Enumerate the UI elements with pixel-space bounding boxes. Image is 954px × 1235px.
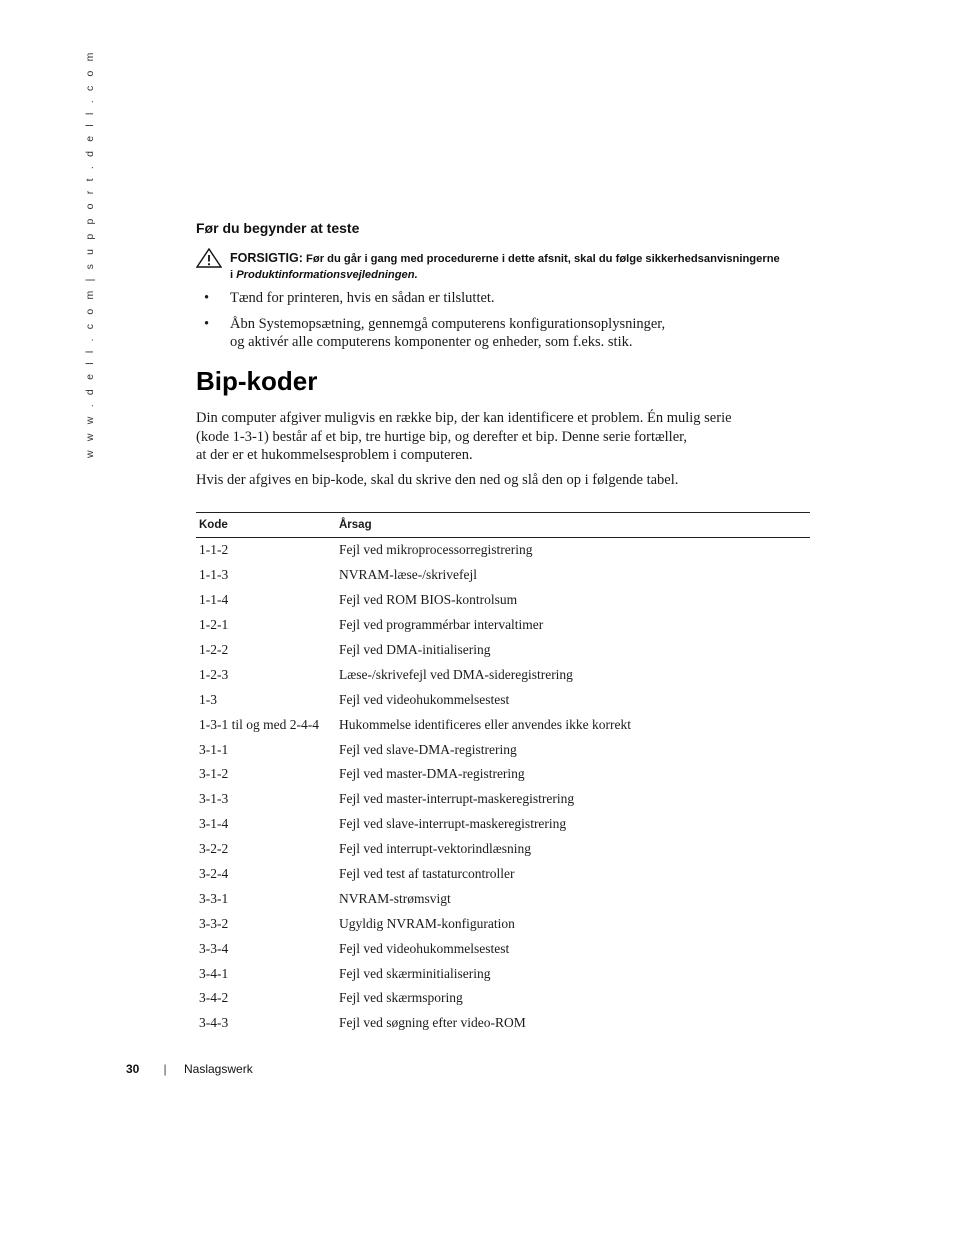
beep-code-cell: 3-1-3 bbox=[199, 791, 229, 807]
section-heading: Før du begynder at teste bbox=[196, 220, 360, 236]
cause-cell: Fejl ved slave-interrupt-maskeregistrering bbox=[339, 816, 567, 832]
caution-notice bbox=[230, 250, 820, 281]
cause-cell: Fejl ved ROM BIOS-kontrolsum bbox=[339, 592, 518, 608]
table-header-row bbox=[196, 513, 810, 538]
beep-code-cell: 1-2-2 bbox=[199, 642, 229, 657]
table-row bbox=[196, 762, 810, 787]
cause-cell: Fejl ved søgning efter video-ROM bbox=[339, 1015, 526, 1031]
cause-cell: Fejl ved master-interrupt-maskeregistrering bbox=[339, 791, 575, 807]
cause-cell: Fejl ved videohukommelsestest bbox=[339, 940, 510, 956]
caution-prefix: i bbox=[230, 269, 237, 281]
beep-code-cell: 3-4-1 bbox=[199, 965, 229, 981]
cause-cell: Hukommelse identificeres eller anvendes ikke korrekt bbox=[339, 716, 632, 732]
sidebar-url: w w w . d e l l . c o m | s u p p o r t . d e l l . c o m bbox=[84, 49, 96, 458]
warning-triangle-icon bbox=[196, 248, 222, 268]
cause-cell: NVRAM-læse-/skrivefejl bbox=[339, 567, 477, 583]
paragraph-line: Din computer afgiver muligvis en række bip, der kan identificere et problem. Én mulig serie bbox=[196, 410, 732, 426]
caution-label: FORSIGTIG: bbox=[230, 251, 303, 265]
table-body bbox=[196, 538, 810, 1036]
list-item bbox=[196, 289, 816, 307]
table-row bbox=[196, 638, 810, 663]
bullet-icon: • bbox=[204, 290, 210, 306]
cause-cell: Fejl ved test af tastaturcontroller bbox=[339, 866, 515, 882]
list-item-text: Åbn Systemopsætning, gennemgå computerens konfigurationsoplysninger, bbox=[230, 316, 666, 332]
beep-code-cell: 1-1-2 bbox=[199, 542, 229, 558]
checklist bbox=[196, 289, 816, 359]
paragraph-line: at der er et hukommelsesproblem i computeren. bbox=[196, 447, 473, 463]
column-header-cause: Årsag bbox=[336, 513, 810, 538]
bullet-icon: • bbox=[204, 316, 210, 332]
caution-line-2 bbox=[230, 267, 418, 284]
beep-code-cell: 1-1-4 bbox=[199, 592, 229, 608]
list-item bbox=[196, 315, 816, 351]
cause-cell: Fejl ved slave-DMA-registrering bbox=[339, 741, 517, 757]
table-row bbox=[196, 961, 810, 986]
table-row bbox=[196, 588, 810, 613]
table-row bbox=[196, 563, 810, 588]
beep-code-cell: 1-3-1 til og med 2-4-4 bbox=[199, 716, 319, 732]
table-row bbox=[196, 613, 810, 638]
intro-paragraph bbox=[196, 409, 816, 465]
list-item-text: og aktivér alle computerens komponenter og enheder, som f.eks. stik. bbox=[230, 334, 633, 350]
beep-code-cell: 3-3-1 bbox=[199, 890, 229, 906]
cause-cell: Ugyldig NVRAM-konfiguration bbox=[339, 915, 515, 931]
list-item-text: Tænd for printeren, hvis en sådan er tilsluttet. bbox=[230, 290, 495, 306]
caution-body: Før du går i gang med procedurerne i dette afsnit, skal du følge sikkerhedsanvisningerne bbox=[306, 253, 780, 265]
beep-code-table bbox=[196, 512, 810, 1036]
table-row bbox=[196, 837, 810, 862]
cause-cell: Fejl ved videohukommelsestest bbox=[339, 691, 510, 707]
cause-cell: Fejl ved skærminitialisering bbox=[339, 965, 491, 981]
beep-code-cell: 1-3 bbox=[199, 691, 217, 707]
footer-title: Naslagswerk bbox=[184, 1062, 253, 1076]
cause-cell: Læse-/skrivefejl ved DMA-sideregistrering bbox=[339, 666, 573, 682]
cause-cell: Fejl ved interrupt-vektorindlæsning bbox=[339, 841, 531, 857]
table-row bbox=[196, 538, 810, 563]
chapter-title: Bip-koder bbox=[196, 366, 318, 396]
cause-cell: Fejl ved skærmsporing bbox=[339, 990, 463, 1006]
paragraph-line: (kode 1-3-1) består af et bip, tre hurtige bip, og derefter et bip. Denne serie fortæller, bbox=[196, 428, 688, 445]
beep-code-cell: 3-3-2 bbox=[199, 915, 229, 931]
table-row bbox=[196, 662, 810, 687]
cause-cell: Fejl ved mikroprocessorregistrering bbox=[339, 542, 533, 558]
beep-code-cell: 3-2-2 bbox=[199, 841, 229, 857]
beep-code-cell: 1-1-3 bbox=[199, 567, 229, 583]
beep-code-cell: 3-4-2 bbox=[199, 990, 229, 1006]
beep-code-cell: 3-2-4 bbox=[199, 866, 229, 882]
table-row bbox=[196, 812, 810, 837]
cause-cell: Fejl ved DMA-initialisering bbox=[339, 642, 491, 657]
table-row bbox=[196, 737, 810, 762]
footer-separator: | bbox=[163, 1062, 167, 1076]
page-number: 30 bbox=[126, 1062, 140, 1076]
page-footer bbox=[126, 1062, 253, 1076]
beep-code-cell: 1-2-1 bbox=[199, 617, 229, 633]
table-row bbox=[196, 886, 810, 911]
table-row bbox=[196, 787, 810, 812]
table-row bbox=[196, 1011, 810, 1036]
table-row bbox=[196, 687, 810, 712]
caution-document-ref: Produktinformationsvejledningen. bbox=[236, 269, 418, 281]
instruction-paragraph: Hvis der afgives en bip-kode, skal du skrive den ned og slå den op i følgende tabel. bbox=[196, 472, 679, 488]
table-row bbox=[196, 936, 810, 961]
cause-cell: NVRAM-strømsvigt bbox=[339, 890, 451, 906]
beep-code-cell: 3-1-4 bbox=[199, 816, 229, 832]
beep-code-cell: 1-2-3 bbox=[199, 666, 229, 682]
column-header-code: Kode bbox=[196, 513, 336, 538]
beep-code-cell: 3-4-3 bbox=[199, 1015, 229, 1031]
table-row bbox=[196, 862, 810, 887]
table-row bbox=[196, 712, 810, 737]
cause-cell: Fejl ved programmérbar intervaltimer bbox=[339, 617, 544, 633]
cause-cell: Fejl ved master-DMA-registrering bbox=[339, 766, 525, 782]
beep-code-cell: 3-3-4 bbox=[199, 940, 229, 956]
beep-code-cell: 3-1-1 bbox=[199, 741, 229, 757]
table-row bbox=[196, 986, 810, 1011]
beep-code-cell: 3-1-2 bbox=[199, 766, 229, 782]
table-row bbox=[196, 911, 810, 936]
